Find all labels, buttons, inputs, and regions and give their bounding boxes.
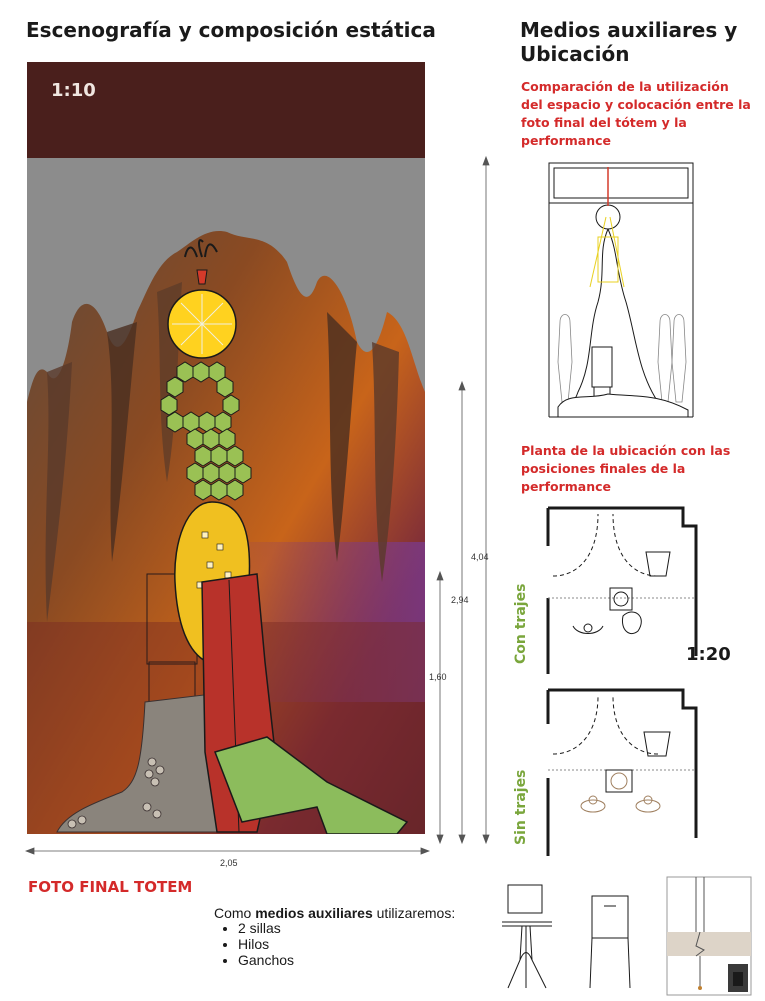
aux-intro bbox=[214, 905, 455, 921]
dim-height-mid: 2,94 bbox=[451, 595, 469, 605]
aux-intro-suffix: utilizaremos: bbox=[372, 905, 456, 921]
aux-item-threads: • Hilos bbox=[238, 936, 294, 952]
height-dimension-lines bbox=[428, 155, 498, 845]
page-title-left: Escenografía y composición estática bbox=[26, 18, 436, 42]
chair-sketch-icon bbox=[498, 880, 558, 992]
comparison-heading: Comparación de la utilización del espacio y colocación entre la foto final del tótem y la performance bbox=[521, 79, 751, 148]
poster-scale-label: 1:10 bbox=[51, 80, 96, 101]
aux-intro-bold: medios auxiliares bbox=[255, 905, 373, 921]
totem-artwork bbox=[27, 62, 425, 834]
dim-width: 2,05 bbox=[220, 858, 238, 868]
plan-scale-label: 1:20 bbox=[686, 644, 731, 665]
stool-sketch-icon bbox=[580, 892, 640, 992]
label-without-costumes: Sin trajes bbox=[513, 769, 529, 845]
aux-intro-prefix: Como bbox=[214, 905, 256, 921]
width-dimension-line bbox=[25, 845, 430, 857]
aux-list bbox=[216, 920, 294, 968]
plan-without-costumes bbox=[538, 688, 698, 858]
aux-item-chairs: • 2 sillas bbox=[238, 920, 294, 936]
dim-height-low: 1,60 bbox=[429, 672, 447, 682]
aux-item-hooks: • Ganchos bbox=[238, 952, 294, 968]
photo-caption: FOTO FINAL TOTEM bbox=[28, 878, 193, 896]
label-with-costumes: Con trajes bbox=[513, 583, 529, 664]
comparison-elevation-drawing bbox=[548, 162, 694, 418]
plan-with-costumes bbox=[538, 506, 698, 676]
plan-heading: Planta de la ubicación con las posiciones finales de la performance bbox=[521, 443, 731, 494]
page-title-right: Medios auxiliares y Ubicación bbox=[520, 18, 738, 66]
hook-sketch-icon bbox=[666, 876, 752, 996]
dim-height-total: 4,04 bbox=[471, 552, 489, 562]
